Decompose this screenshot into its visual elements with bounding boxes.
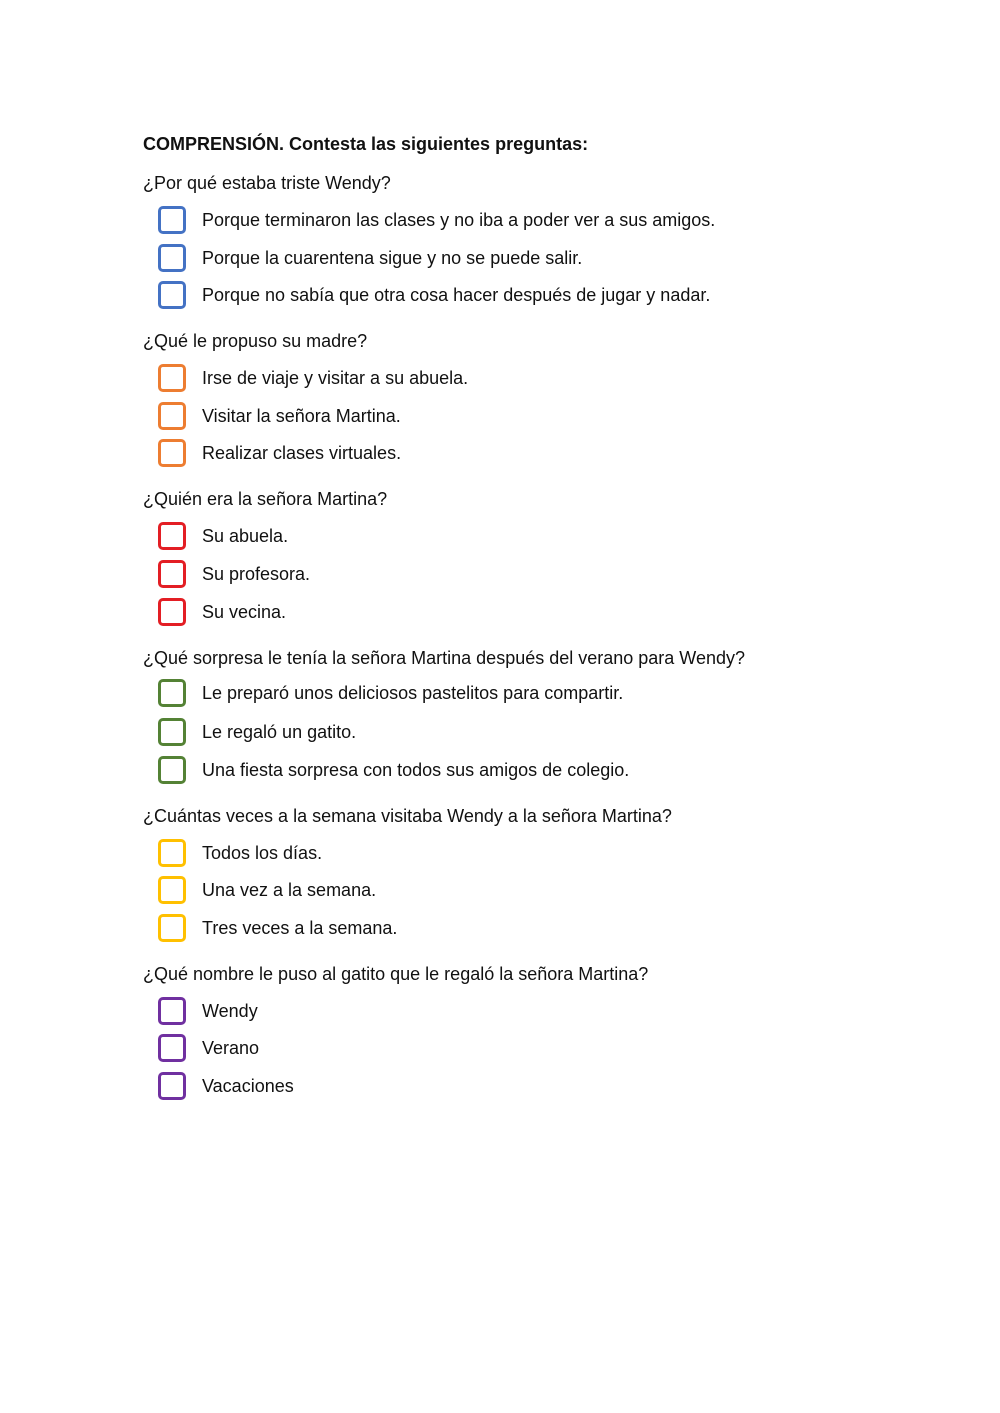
option-label: Verano [202, 1038, 260, 1058]
option-2-3[interactable] [158, 436, 401, 470]
answer-checkbox[interactable] [158, 839, 186, 867]
option-label: Visitar la señora Martina. [202, 406, 401, 426]
option-label: Porque la cuarentena sigue y no se puede salir. [202, 248, 583, 268]
option-1-1[interactable] [158, 203, 715, 237]
answer-checkbox[interactable] [158, 1034, 186, 1062]
option-label: Porque no sabía que otra cosa hacer después de jugar y nadar. [202, 285, 711, 305]
answer-checkbox[interactable] [158, 914, 186, 942]
option-label: Le regaló un gatito. [202, 722, 357, 742]
answer-checkbox[interactable] [158, 244, 186, 272]
question-1: ¿Por qué estaba triste Wendy? [143, 173, 391, 193]
question-6: ¿Qué nombre le puso al gatito que le regaló la señora Martina? [143, 964, 649, 984]
option-4-3[interactable] [158, 753, 629, 787]
option-label: Vacaciones [202, 1076, 294, 1096]
option-6-2[interactable] [158, 1031, 259, 1065]
question-2: ¿Qué le propuso su madre? [143, 331, 368, 351]
option-3-2[interactable] [158, 557, 310, 591]
option-label: Una fiesta sorpresa con todos sus amigos de colegio. [202, 760, 630, 780]
option-5-1[interactable] [158, 836, 322, 870]
option-label: Porque terminaron las clases y no iba a poder ver a sus amigos. [202, 210, 716, 230]
option-5-3[interactable] [158, 911, 397, 945]
answer-checkbox[interactable] [158, 206, 186, 234]
answer-checkbox[interactable] [158, 598, 186, 626]
option-3-1[interactable] [158, 519, 288, 553]
option-2-1[interactable] [158, 361, 468, 395]
option-label: Su vecina. [202, 602, 287, 622]
option-5-2[interactable] [158, 873, 376, 907]
question-4: ¿Qué sorpresa le tenía la señora Martina después del verano para Wendy? [143, 648, 746, 668]
answer-checkbox[interactable] [158, 402, 186, 430]
answer-checkbox[interactable] [158, 718, 186, 746]
option-2-2[interactable] [158, 399, 401, 433]
option-label: Tres veces a la semana. [202, 918, 398, 938]
answer-checkbox[interactable] [158, 679, 186, 707]
answer-checkbox[interactable] [158, 876, 186, 904]
option-label: Su profesora. [202, 564, 311, 584]
option-4-2[interactable] [158, 715, 356, 749]
option-3-3[interactable] [158, 595, 286, 629]
answer-checkbox[interactable] [158, 522, 186, 550]
answer-checkbox[interactable] [158, 281, 186, 309]
option-6-1[interactable] [158, 994, 258, 1028]
option-label: Wendy [202, 1001, 258, 1021]
option-1-3[interactable] [158, 278, 710, 312]
option-label: Una vez a la semana. [202, 880, 377, 900]
answer-checkbox[interactable] [158, 439, 186, 467]
answer-checkbox[interactable] [158, 1072, 186, 1100]
question-3: ¿Quién era la señora Martina? [143, 489, 388, 509]
answer-checkbox[interactable] [158, 997, 186, 1025]
answer-checkbox[interactable] [158, 560, 186, 588]
question-5: ¿Cuántas veces a la semana visitaba Wendy a la señora Martina? [143, 806, 672, 826]
option-label: Realizar clases virtuales. [202, 443, 402, 463]
answer-checkbox[interactable] [158, 756, 186, 784]
option-label: Le preparó unos deliciosos pastelitos para compartir. [202, 683, 624, 703]
option-label: Todos los días. [202, 843, 323, 863]
answer-checkbox[interactable] [158, 364, 186, 392]
option-4-1[interactable] [158, 676, 623, 710]
option-label: Su abuela. [202, 526, 289, 546]
option-1-2[interactable] [158, 241, 582, 275]
option-label: Irse de viaje y visitar a su abuela. [202, 368, 469, 388]
option-6-3[interactable] [158, 1069, 294, 1103]
worksheet-title: COMPRENSIÓN. Contesta las siguientes preguntas: [143, 134, 589, 154]
